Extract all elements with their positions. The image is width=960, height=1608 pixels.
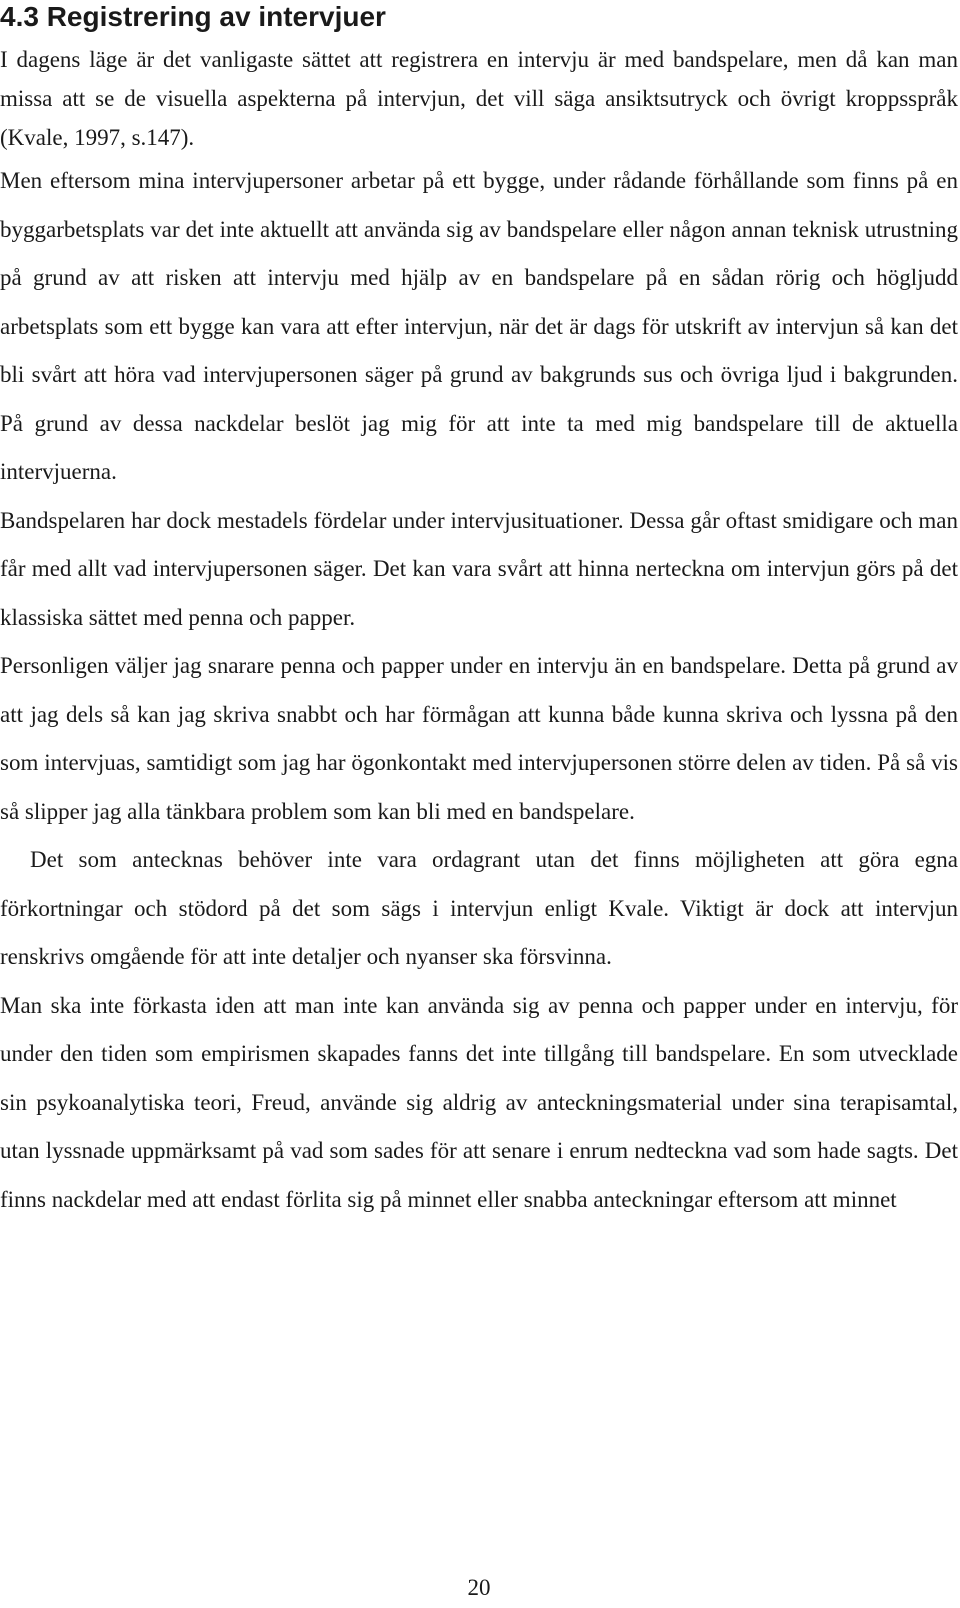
paragraph-personal-preference: Personligen väljer jag snarare penna och papper under en intervju än en bandspelare. Detta på grund av att jag dels så kan jag skriva snabbt och har förmågan att kunna både kunna skriva och lyssna på den som intervjuas, samtidigt som jag har ögonkontakt med intervjupersonen större delen av tiden. På så vis så slipper jag alla tänkbara problem som kan bli med en bandspelare. (0, 653, 958, 824)
section-heading: 4.3 Registrering av intervjuer (0, 1, 386, 32)
paragraph-freud: Man ska inte förkasta iden att man inte kan använda sig av penna och papper under en intervju, för under den tiden som empirismen skapades fanns det inte tillgång till bandspelare. En som utvecklade sin psykoanalytiska teori, Freud, använde sig aldrig av anteckningsmaterial under sina terapisamtal, utan lyssnade uppmärksamt på vad som sades för att senare i enrum nedteckna vad som hade sagts. Det finns nackdelar med att endast förlita sig på minnet eller snabba anteckningar eftersom att minnet (0, 992, 958, 1212)
paragraph-intro: I dagens läge är det vanligaste sättet att registrera en intervju är med bandspelare, men då kan man missa att se de visuella aspekterna på intervjun, det vill säga ansiktsutryck och övrigt kroppsspråk (Kvale, 1997, s.147). (0, 47, 958, 150)
paragraph-construction-site: Men eftersom mina intervjupersoner arbetar på ett bygge, under rådande förhållande som finns på en byggarbetsplats var det inte aktuellt att använda sig av bandspelare eller någon annan teknisk utrustning på grund av att risken att intervju med hjälp av en bandspelare på en sådan rörig och högljudd arbetsplats som ett bygge kan vara att efter intervjun, när det är dags för utskrift av intervjun så kan det bli svårt att höra vad intervjupersonen säger på grund av bakgrunds sus och övriga ljud i bakgrunden. På grund av dessa nackdelar beslöt jag mig för att inte ta med mig bandspelare till de aktuella intervjuerna. (0, 168, 958, 484)
paragraph-note-taking: Det som antecknas behöver inte vara ordagrant utan det finns möjligheten att göra egna förkortningar och stödord på det som sägs i intervjun enligt Kvale. Viktigt är dock att intervjun renskrivs omgående för att inte detaljer och nyanser ska försvinna. (0, 847, 958, 969)
body-text (0, 40, 958, 1224)
page-number: 20 (467, 1575, 491, 1600)
paragraph-tape-recorder-advantages: Bandspelaren har dock mestadels fördelar under intervjusituationer. Dessa går oftast smidigare och man får med allt vad intervjupersonen säger. Det kan vara svårt att hinna nerteckna om intervjun görs på det klassiska sättet med penna och papper. (0, 507, 958, 630)
